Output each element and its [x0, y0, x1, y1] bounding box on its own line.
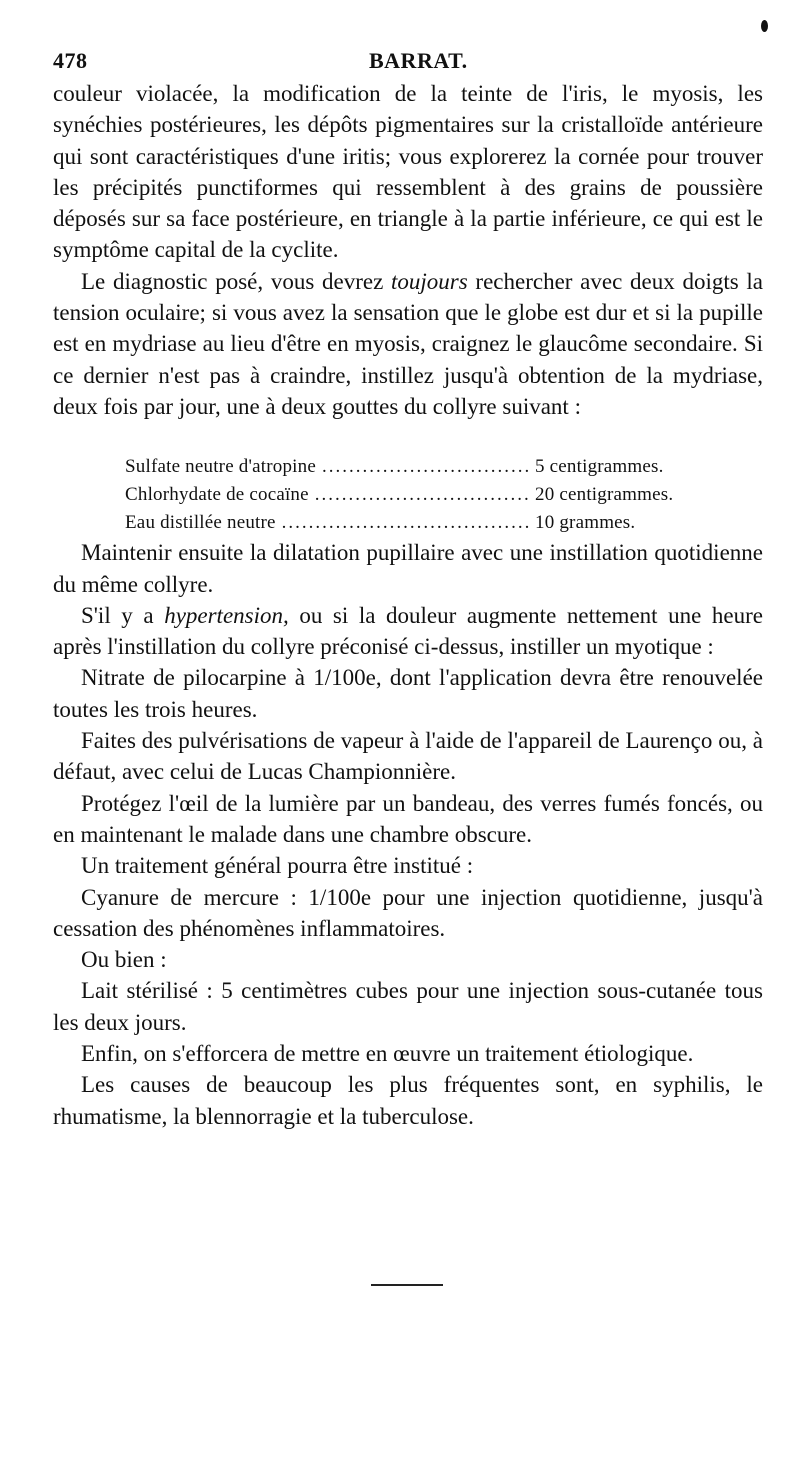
paragraph-2 — [53, 266, 763, 422]
paragraph-2-start: Le diagnostic posé, vous devrez — [81, 268, 392, 294]
paragraph-13: Les causes de beaucoup les plus fréquentes sont, en syphilis, le rhumatisme, la blennorragie et la tuberculose. — [53, 1072, 763, 1129]
paragraph-3: Maintenir ensuite la dilatation pupillaire avec une instillation quotidienne du même collyre. — [53, 540, 763, 597]
ink-dot — [761, 20, 768, 32]
prescription-formula — [125, 453, 705, 537]
leader-dots — [282, 509, 529, 537]
formula-quantity: 5 centigrammes. — [535, 456, 664, 478]
paragraph-4-end: ou si la douleur augmente nettement une heure après l'instillation du collyre préconisé ci-dessus, instiller un myotique : — [53, 602, 763, 660]
formula-row — [125, 509, 705, 537]
paragraph-6: Faites des pulvérisations de vapeur à l'aide de l'appareil de Laurenço ou, à défaut, avec celui de Lucas Championnière. — [53, 728, 763, 785]
leader-dots — [322, 453, 529, 481]
formula-row — [125, 481, 705, 509]
leader-dots — [315, 481, 529, 509]
formula-ingredient: Sulfate neutre d'atropine — [125, 456, 316, 478]
paragraph-8: Un traitement général pourra être institué : — [81, 853, 474, 879]
paragraph-2-end: rechercher avec deux doigts la tension oculaire; si vous avez la sensation que le globe est dur et si la pupille est en mydriase au lieu d'être en myosis, craignez le glaucôme secondaire. Si ce dernier n'est pas à craindre, instillez jusqu'à obtention de la mydriase, deux fois par jour, une à deux gouttes du collyre suivant : — [53, 268, 763, 419]
emphasis-toujours: toujours — [391, 268, 468, 294]
formula-quantity: 10 grammes. — [535, 512, 636, 534]
formula-quantity: 20 centigrammes. — [535, 484, 674, 506]
paragraph-4-start: S'il y a — [81, 602, 165, 628]
end-rule — [371, 1284, 443, 1286]
emphasis-hypertension: hypertension, — [164, 602, 289, 628]
paragraph-11: Lait stérilisé : 5 centimètres cubes pour une injection sous-cutanée tous les deux jours. — [53, 978, 763, 1035]
paragraph-7: Protégez l'œil de la lumière par un bandeau, des verres fumés foncés, ou en maintenant le malade dans une chambre obscure. — [53, 790, 763, 847]
paragraph-5: Nitrate de pilocarpine à 1/100e, dont l'application devra être renouvelée toutes les trois heures. — [53, 665, 763, 722]
page-number: 478 — [53, 48, 88, 73]
formula-ingredient: Chlorhydate de cocaïne — [125, 484, 309, 506]
paragraph-10: Ou bien : — [81, 947, 167, 973]
paragraph-1: couleur violacée, la modification de la teinte de l'iris, le myosis, les synéchies postérieures, les dépôts pigmentaires sur la cristalloïde antérieure qui sont caractéristiques d'une iritis; vous explorerez la cornée pour trouver les précipités punctiformes qui ressemblent à des grains de poussière déposés sur sa face postérieure, en triangle à la partie inférieure, ce qui est le symptôme capital de la cyclite. — [53, 81, 763, 263]
paragraph-9: Cyanure de mercure : 1/100e pour une injection quotidienne, jusqu'à cessation des phénomènes inflammatoires. — [53, 884, 763, 941]
body-text — [53, 78, 763, 1132]
formula-row — [125, 453, 705, 481]
running-title: BARRAT. — [369, 48, 468, 73]
formula-ingredient: Eau distillée neutre — [125, 512, 276, 534]
page — [53, 38, 763, 1132]
paragraph-12: Enfin, on s'efforcera de mettre en œuvre un traitement étiologique. — [81, 1041, 694, 1067]
running-head — [53, 38, 763, 78]
paragraph-4 — [53, 600, 763, 663]
